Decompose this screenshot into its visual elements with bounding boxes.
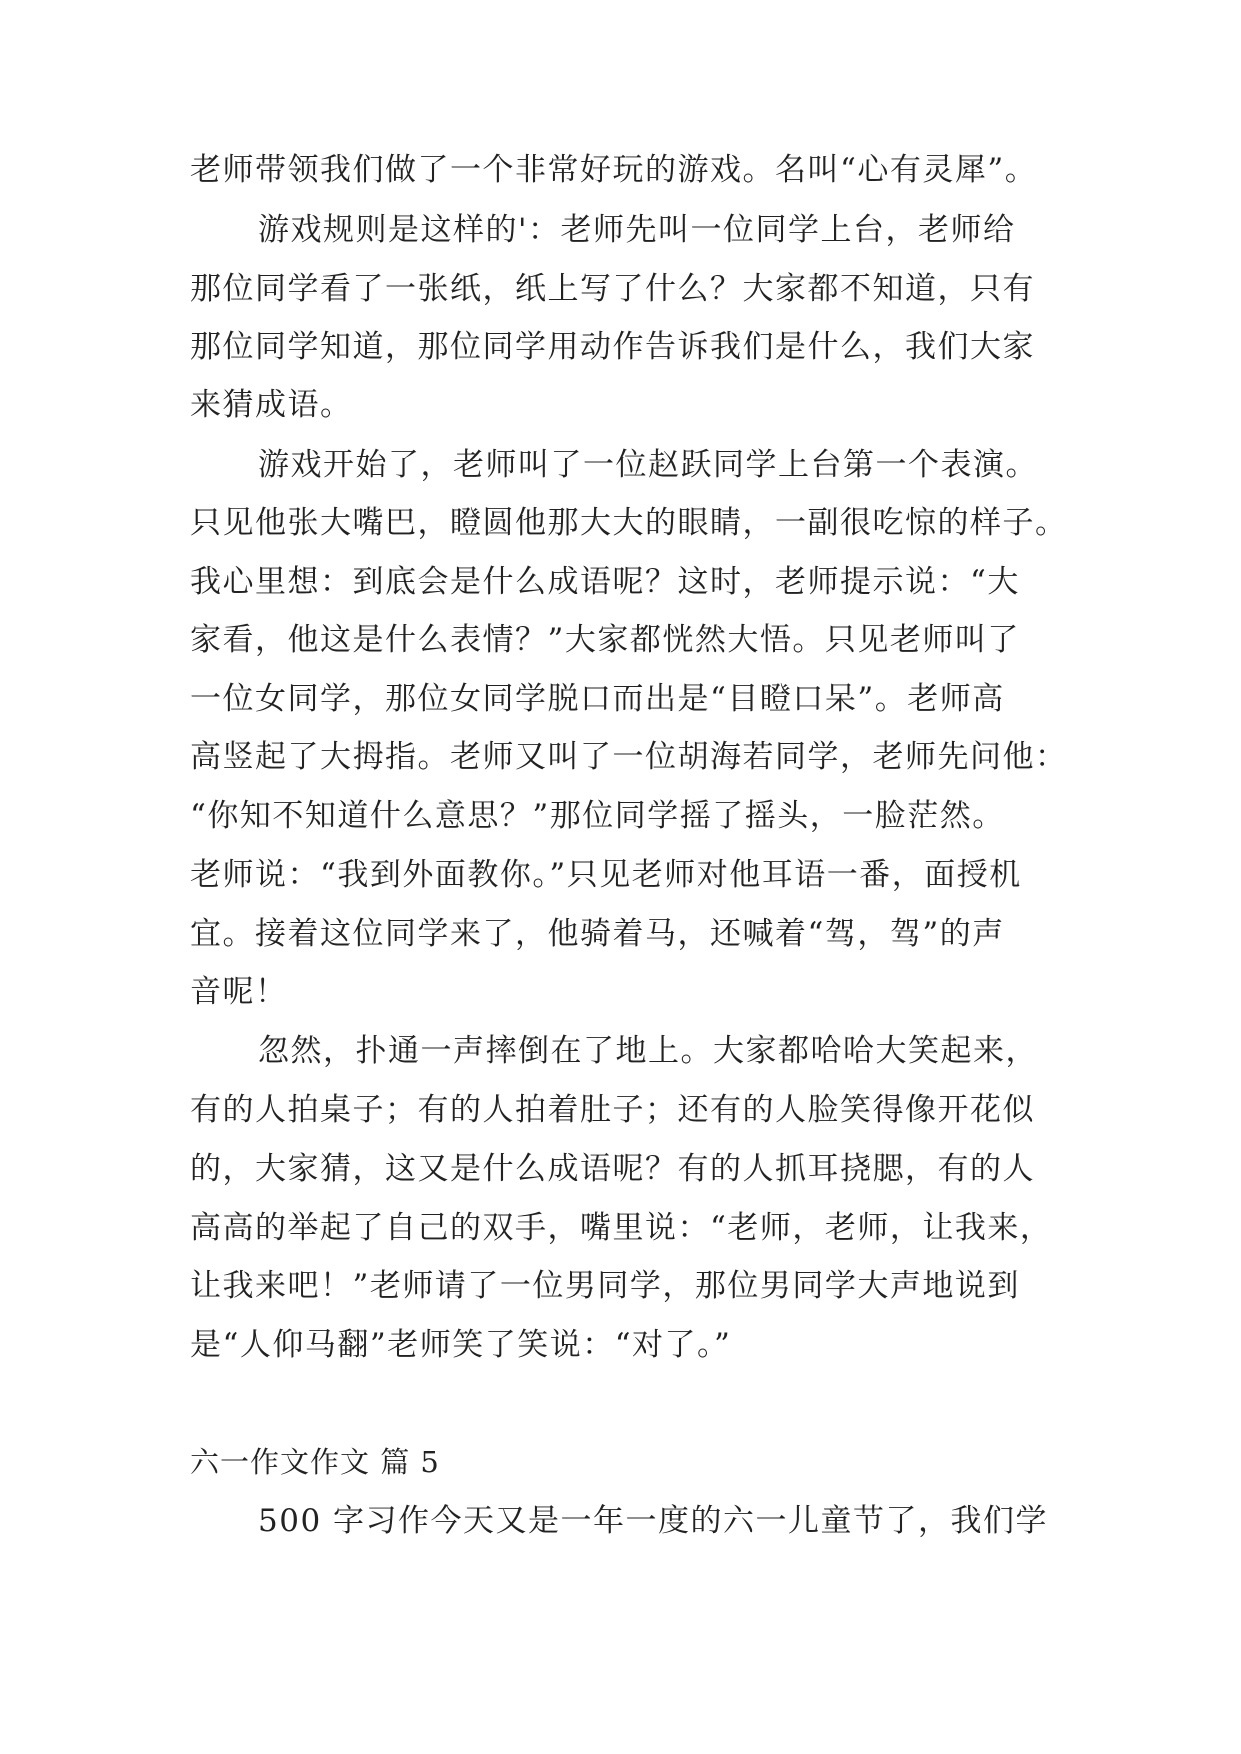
text-line: “你知不知道什么意思？”那位同学摇了摇头，一脸茫然。 [190,798,1005,834]
section-heading: 六一作文作文 篇 5 [190,1445,440,1479]
text-line: 我心里想：到底会是什么成语呢？这时，老师提示说：“大 [190,564,1020,600]
text-line: 是“人仰马翻”老师笑了笑说：“对了。” [190,1327,732,1363]
text-line: 500 字习作今天又是一年一度的六一儿童节了，我们学 [258,1503,1049,1539]
text-line: 让我来吧！”老师请了一位男同学，那位男同学大声地说到 [190,1268,1020,1304]
text-line: 高竖起了大拇指。老师又叫了一位胡海若同学，老师先问他： [190,739,1068,775]
text-line: 忽然，扑通一声摔倒在了地上。大家都哈哈大笑起来， [258,1033,1038,1069]
text-line: 来猜成语。 [190,387,353,423]
text-line: 一位女同学，那位女同学脱口而出是“目瞪口呆”。老师高 [190,681,1005,717]
text-line: 游戏规则是这样的'：老师先叫一位同学上台，老师给 [258,212,1016,248]
text-line: 宜。接着这位同学来了，他骑着马，还喊着“驾，驾”的声 [190,916,1005,952]
text-line: 的，大家猜，这又是什么成语呢？有的人抓耳挠腮，有的人 [190,1151,1035,1187]
text-line: 游戏开始了，老师叫了一位赵跃同学上台第一个表演。 [258,447,1038,483]
text-line: 家看，他这是什么表情？”大家都恍然大悟。只见老师叫了 [190,622,1020,658]
text-line: 那位同学知道，那位同学用动作告诉我们是什么，我们大家 [190,329,1035,365]
text-line: 老师说：“我到外面教你。”只见老师对他耳语一番，面授机 [190,857,1022,893]
text-line: 有的人拍桌子；有的人拍着肚子；还有的人脸笑得像开花似 [190,1092,1035,1128]
text-line: 高高的举起了自己的双手，嘴里说：“老师，老师，让我来， [190,1210,1053,1246]
text-line: 老师带领我们做了一个非常好玩的游戏。名叫“心有灵犀”。 [190,152,1038,188]
text-line: 只见他张大嘴巴，瞪圆他那大大的眼睛，一副很吃惊的样子。 [190,505,1068,541]
text-line: 音呢！ [190,974,288,1010]
text-line: 那位同学看了一张纸，纸上写了什么？大家都不知道，只有 [190,271,1035,307]
